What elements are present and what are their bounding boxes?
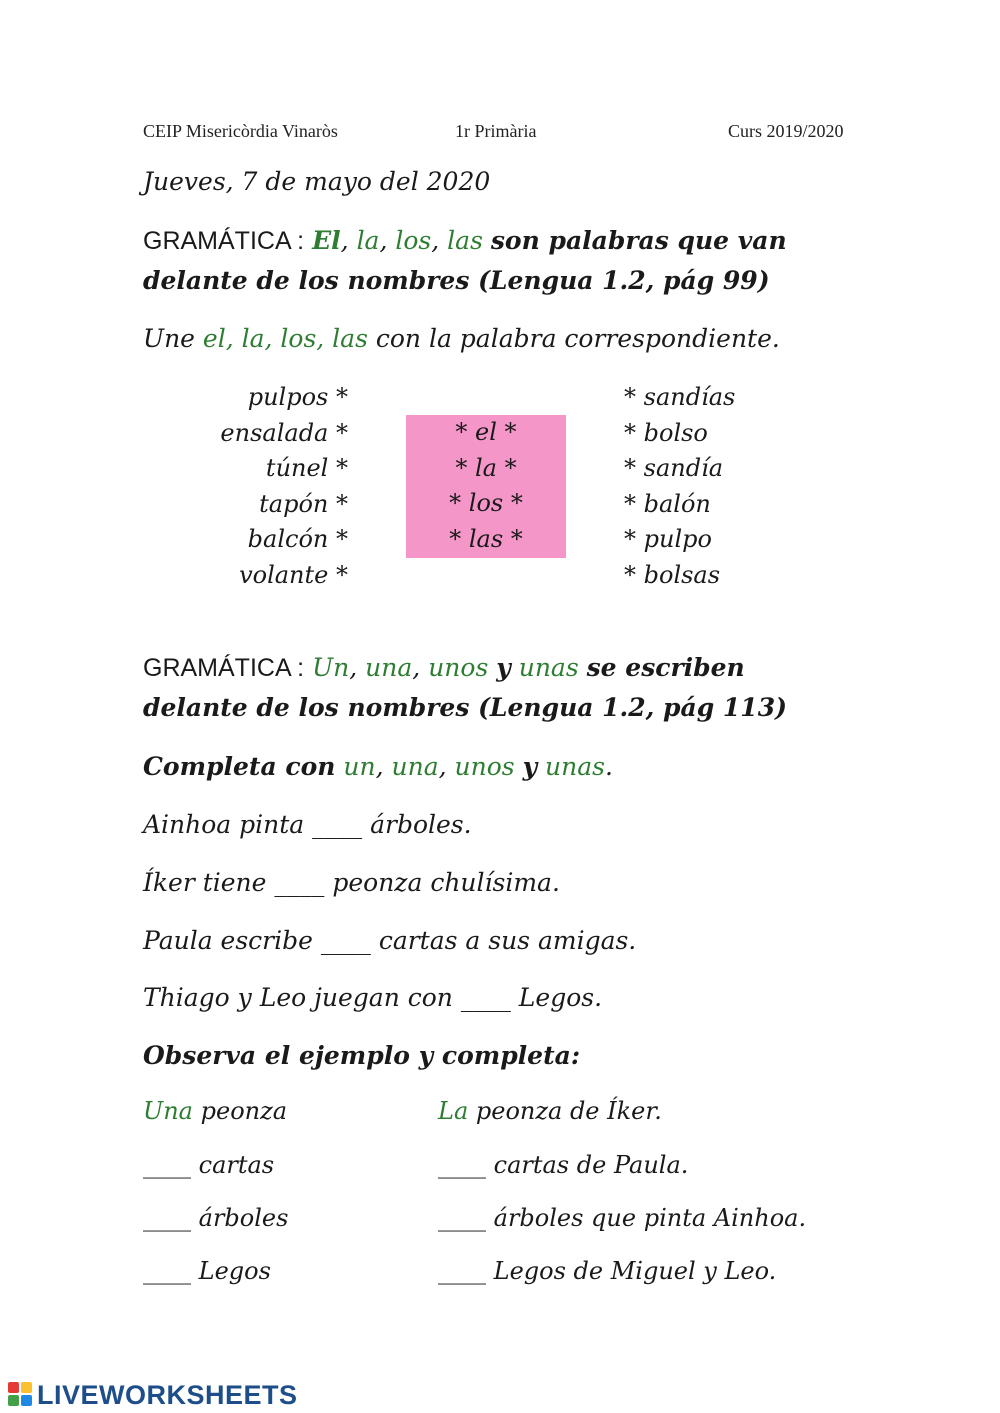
grammar-label: GRAMÁTICA : xyxy=(143,227,305,255)
example-noun: peonza de Íker. xyxy=(475,1097,662,1125)
left-word[interactable]: ensalada * xyxy=(220,418,348,447)
grade-label: 1r Primària xyxy=(455,121,537,141)
article-option[interactable]: * las * xyxy=(449,524,523,553)
right-word[interactable]: * bolso xyxy=(624,418,708,447)
logo-text: LIVEWORKSHEETS xyxy=(37,1379,298,1410)
article-option[interactable]: * la * xyxy=(455,453,517,482)
grammar-rule-text: son palabras que van xyxy=(490,226,787,255)
fill-sentence[interactable]: Íker tiene ____ peonza chulísima. xyxy=(143,868,560,897)
left-word-column xyxy=(150,380,348,594)
right-word-column xyxy=(624,380,844,594)
left-word[interactable]: balcón * xyxy=(247,525,348,554)
article-option[interactable]: * el * xyxy=(455,418,517,446)
article-la: la xyxy=(356,226,380,255)
example-left xyxy=(143,1097,287,1125)
grammar-label: GRAMÁTICA : xyxy=(143,654,305,682)
complete-left[interactable]: ____ árboles xyxy=(143,1204,289,1232)
instr-prefix: Completa con xyxy=(143,752,336,781)
grammar-rule-1: GRAMÁTICA : El, la, los, las son palabras que van xyxy=(143,226,787,255)
left-word[interactable]: pulpos * xyxy=(247,383,348,411)
example-noun: peonza xyxy=(200,1097,288,1125)
article-las: las xyxy=(447,226,483,255)
article-unas: unas xyxy=(518,653,579,682)
grammar-rule-2: GRAMÁTICA : Un, una, unos y unas se escriben xyxy=(143,653,745,682)
complete-right[interactable]: ____ Legos de Miguel y Leo. xyxy=(438,1257,777,1285)
article-un: Un xyxy=(312,653,350,682)
instr-suffix: con la palabra correspondiente. xyxy=(375,324,780,353)
liveworksheets-logo xyxy=(8,1381,298,1409)
example-article: Una xyxy=(143,1097,193,1125)
article-unos: unos xyxy=(428,653,489,682)
fill-sentence[interactable]: Ainhoa pinta ____ árboles. xyxy=(143,810,472,839)
left-word[interactable]: túnel * xyxy=(265,454,348,483)
article-un: un xyxy=(343,752,376,781)
exercise-3-instruction: Observa el ejemplo y completa: xyxy=(143,1041,581,1070)
exercise-2-instruction: Completa con un, una, unos y unas. xyxy=(143,752,613,781)
article-unos: unos xyxy=(454,752,515,781)
grammar-rule-1-line2: delante de los nombres (Lengua 1.2, pág 99) xyxy=(143,266,770,295)
right-word[interactable]: * bolsas xyxy=(624,560,721,589)
example-right xyxy=(438,1097,662,1125)
exercise-1-instruction xyxy=(143,324,780,353)
example-article: La xyxy=(438,1097,469,1125)
instr-prefix: Une xyxy=(143,324,195,353)
complete-left[interactable]: ____ cartas xyxy=(143,1151,275,1179)
complete-right[interactable]: ____ cartas de Paula. xyxy=(438,1151,689,1179)
right-word[interactable]: * sandías xyxy=(624,383,736,411)
conjunction-y: y xyxy=(496,653,511,682)
instr-articles: el, la, los, las xyxy=(202,324,368,353)
right-word[interactable]: * balón xyxy=(624,489,711,518)
school-year: Curs 2019/2020 xyxy=(728,121,844,141)
article-option[interactable]: * los * xyxy=(449,489,523,518)
left-word[interactable]: tapón * xyxy=(259,489,348,518)
fill-sentence[interactable]: Paula escribe ____ cartas a sus amigas. xyxy=(143,926,637,955)
left-word[interactable]: volante * xyxy=(239,560,348,589)
article-unas: unas xyxy=(545,752,605,781)
logo-icon xyxy=(8,1382,34,1408)
article-una: una xyxy=(365,653,413,682)
right-word[interactable]: * pulpo xyxy=(624,525,712,554)
complete-right[interactable]: ____ árboles que pinta Ainhoa. xyxy=(438,1204,807,1232)
grammar-rule-text: se escriben xyxy=(586,653,745,682)
grammar-rule-2-line2: delante de los nombres (Lengua 1.2, pág 113) xyxy=(143,693,787,722)
conjunction-y: y xyxy=(522,752,538,781)
article-una: una xyxy=(391,752,439,781)
article-los: los xyxy=(395,226,432,255)
right-word[interactable]: * sandía xyxy=(624,454,724,483)
article-el: El xyxy=(312,226,341,255)
date-line: Jueves, 7 de mayo del 2020 xyxy=(143,167,491,196)
fill-sentence[interactable]: Thiago y Leo juegan con ____ Legos. xyxy=(143,983,603,1012)
article-box xyxy=(406,415,566,558)
school-name: CEIP Misericòrdia Vinaròs xyxy=(143,121,338,141)
complete-left[interactable]: ____ Legos xyxy=(143,1257,271,1285)
